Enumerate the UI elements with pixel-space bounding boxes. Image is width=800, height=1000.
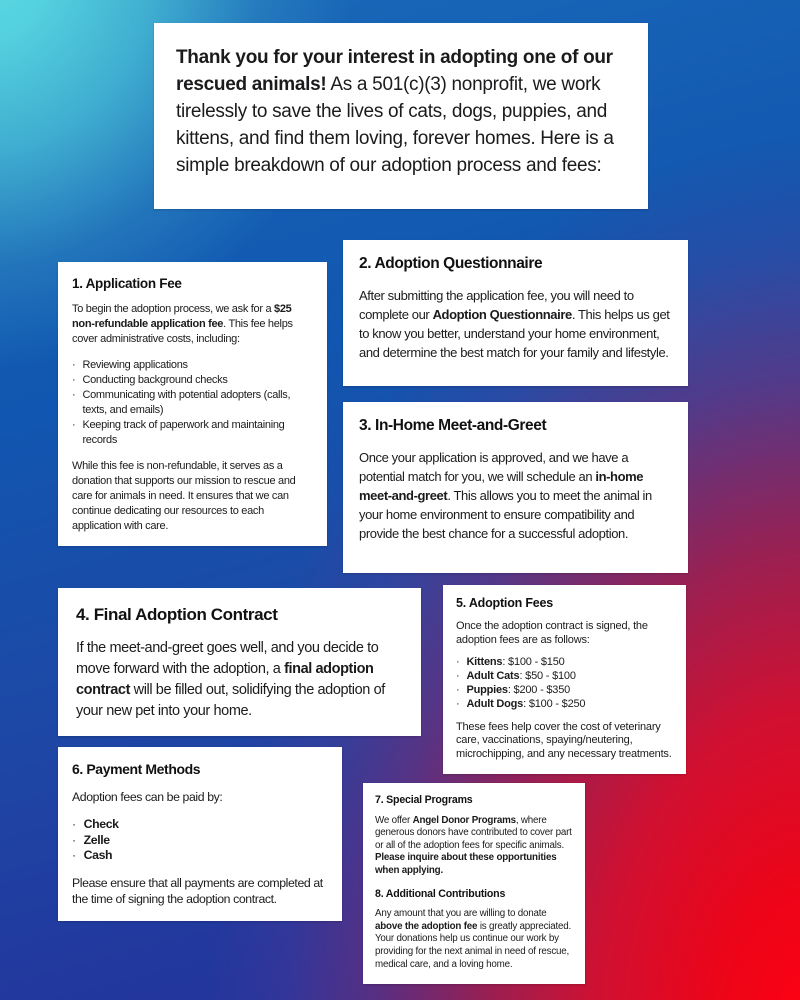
list-item-text: Communicating with potential adopters (calls, texts, and emails) bbox=[82, 389, 291, 416]
section-paragraph: After submitting the application fee, you will need to complete our Adoption Questionnaire. This helps us get to know you better, understand your home environment, and determine the best match for your family and lifestyle. bbox=[359, 288, 670, 360]
section-title-application-fee: 1. Application Fee bbox=[72, 276, 182, 291]
list-item bbox=[72, 358, 313, 373]
list-item-text: Keeping track of paperwork and maintaining records bbox=[82, 419, 285, 446]
bullet-dot: · bbox=[456, 683, 460, 696]
card-payment-methods bbox=[58, 747, 342, 921]
bullet-list bbox=[72, 358, 313, 448]
list-item bbox=[456, 670, 673, 684]
bullet-dot: · bbox=[456, 656, 460, 669]
section-title-meet-and-greet: 3. In-Home Meet-and-Greet bbox=[359, 417, 547, 434]
list-item-text: Reviewing applications bbox=[82, 359, 188, 371]
list-item-text: Cash bbox=[83, 848, 113, 863]
bullet-dot: · bbox=[456, 670, 460, 683]
section-paragraph: Please ensure that all payments are completed at the time of signing the adoption contract. bbox=[72, 875, 323, 906]
card-adoption-questionnaire bbox=[343, 240, 688, 386]
intro-text: Thank you for your interest in adopting one of our rescued animals! As a 501(c)(3) nonprofit, we work tirelessly to save the lives of cats, dogs, puppies, and kittens, and find them loving, forever homes. Here is a simple breakdown of our adoption process and fees: bbox=[176, 47, 614, 176]
section-paragraph: To begin the adoption process, we ask for a $25 non-refundable application fee. This fee helps cover administrative costs, including: bbox=[72, 303, 293, 345]
section-paragraph: Once the adoption contract is signed, the adoption fees are as follows: bbox=[456, 619, 648, 646]
list-item-text: Conducting background checks bbox=[82, 374, 228, 386]
bullet-dot: · bbox=[72, 848, 76, 863]
list-item-text: Adult Cats: $50 - $100 bbox=[466, 670, 576, 683]
intro-card bbox=[154, 23, 648, 209]
bullet-dot: · bbox=[456, 697, 460, 710]
list-item bbox=[456, 698, 673, 712]
list-item-text: Kittens: $100 - $150 bbox=[466, 656, 565, 669]
bullet-dot: · bbox=[72, 817, 76, 832]
fee-list bbox=[456, 656, 673, 711]
bullet-dot: · bbox=[72, 359, 76, 371]
list-item bbox=[72, 388, 313, 418]
bullet-dot: · bbox=[72, 389, 76, 401]
section-title-contract: 4. Final Adoption Contract bbox=[76, 605, 278, 624]
list-item bbox=[72, 373, 313, 388]
bullet-dot: · bbox=[72, 374, 76, 386]
list-item bbox=[72, 848, 328, 864]
card-special-programs-and-contributions bbox=[363, 783, 585, 984]
card-adoption-fees bbox=[443, 585, 686, 774]
list-item bbox=[72, 833, 328, 849]
list-item bbox=[456, 684, 673, 698]
section-paragraph: We offer Angel Donor Programs, where generous donors have contributed to cover part or all of the adoption fees for specific animals. Please inquire about these opportunities when applying. bbox=[375, 814, 572, 876]
section-paragraph: These fees help cover the cost of veterinary care, vaccinations, spaying/neutering, microchipping, and any necessary treatments. bbox=[456, 720, 672, 761]
section-paragraph: While this fee is non-refundable, it serves as a donation that supports our mission to rescue and care for animals in need. It ensures that we can continue dedicating our resources to each application with care. bbox=[72, 460, 296, 532]
list-item bbox=[456, 656, 673, 670]
list-item-text: Check bbox=[83, 817, 119, 832]
list-item-text: Adult Dogs: $100 - $250 bbox=[466, 697, 586, 710]
list-item-text: Puppies: $200 - $350 bbox=[466, 683, 571, 696]
section-paragraph: Any amount that you are willing to donate above the adoption fee is greatly appreciated. Your donations help us continue our work by providing for the next animal in need of rescue, medical care, and a loving home. bbox=[375, 908, 572, 970]
section-title-additional-contributions: 8. Additional Contributions bbox=[375, 887, 506, 900]
card-final-adoption-contract bbox=[58, 588, 421, 736]
list-item bbox=[72, 418, 313, 448]
section-title-special-programs: 7. Special Programs bbox=[375, 794, 473, 806]
section-paragraph: Once your application is approved, and we have a potential match for you, we will schedule an in-home meet-and-greet. This allows you to meet the animal in your home environment to ensure compatibility and provide the best chance for a successful adoption. bbox=[359, 450, 652, 541]
card-meet-and-greet bbox=[343, 402, 688, 573]
section-title-fees: 5. Adoption Fees bbox=[456, 596, 554, 610]
list-item bbox=[72, 817, 328, 833]
section-paragraph: If the meet-and-greet goes well, and you decide to move forward with the adoption, a final adoption contract will be filled out, solidifying the adoption of your new pet into your home. bbox=[76, 640, 385, 719]
bullet-dot: · bbox=[72, 419, 76, 431]
payment-list bbox=[72, 817, 328, 864]
section-title-questionnaire: 2. Adoption Questionnaire bbox=[359, 255, 543, 272]
section-title-payment: 6. Payment Methods bbox=[72, 761, 201, 777]
card-application-fee bbox=[58, 262, 327, 546]
bullet-dot: · bbox=[72, 832, 76, 847]
list-item-text: Zelle bbox=[83, 832, 110, 847]
section-paragraph: Adoption fees can be paid by: bbox=[72, 789, 223, 804]
